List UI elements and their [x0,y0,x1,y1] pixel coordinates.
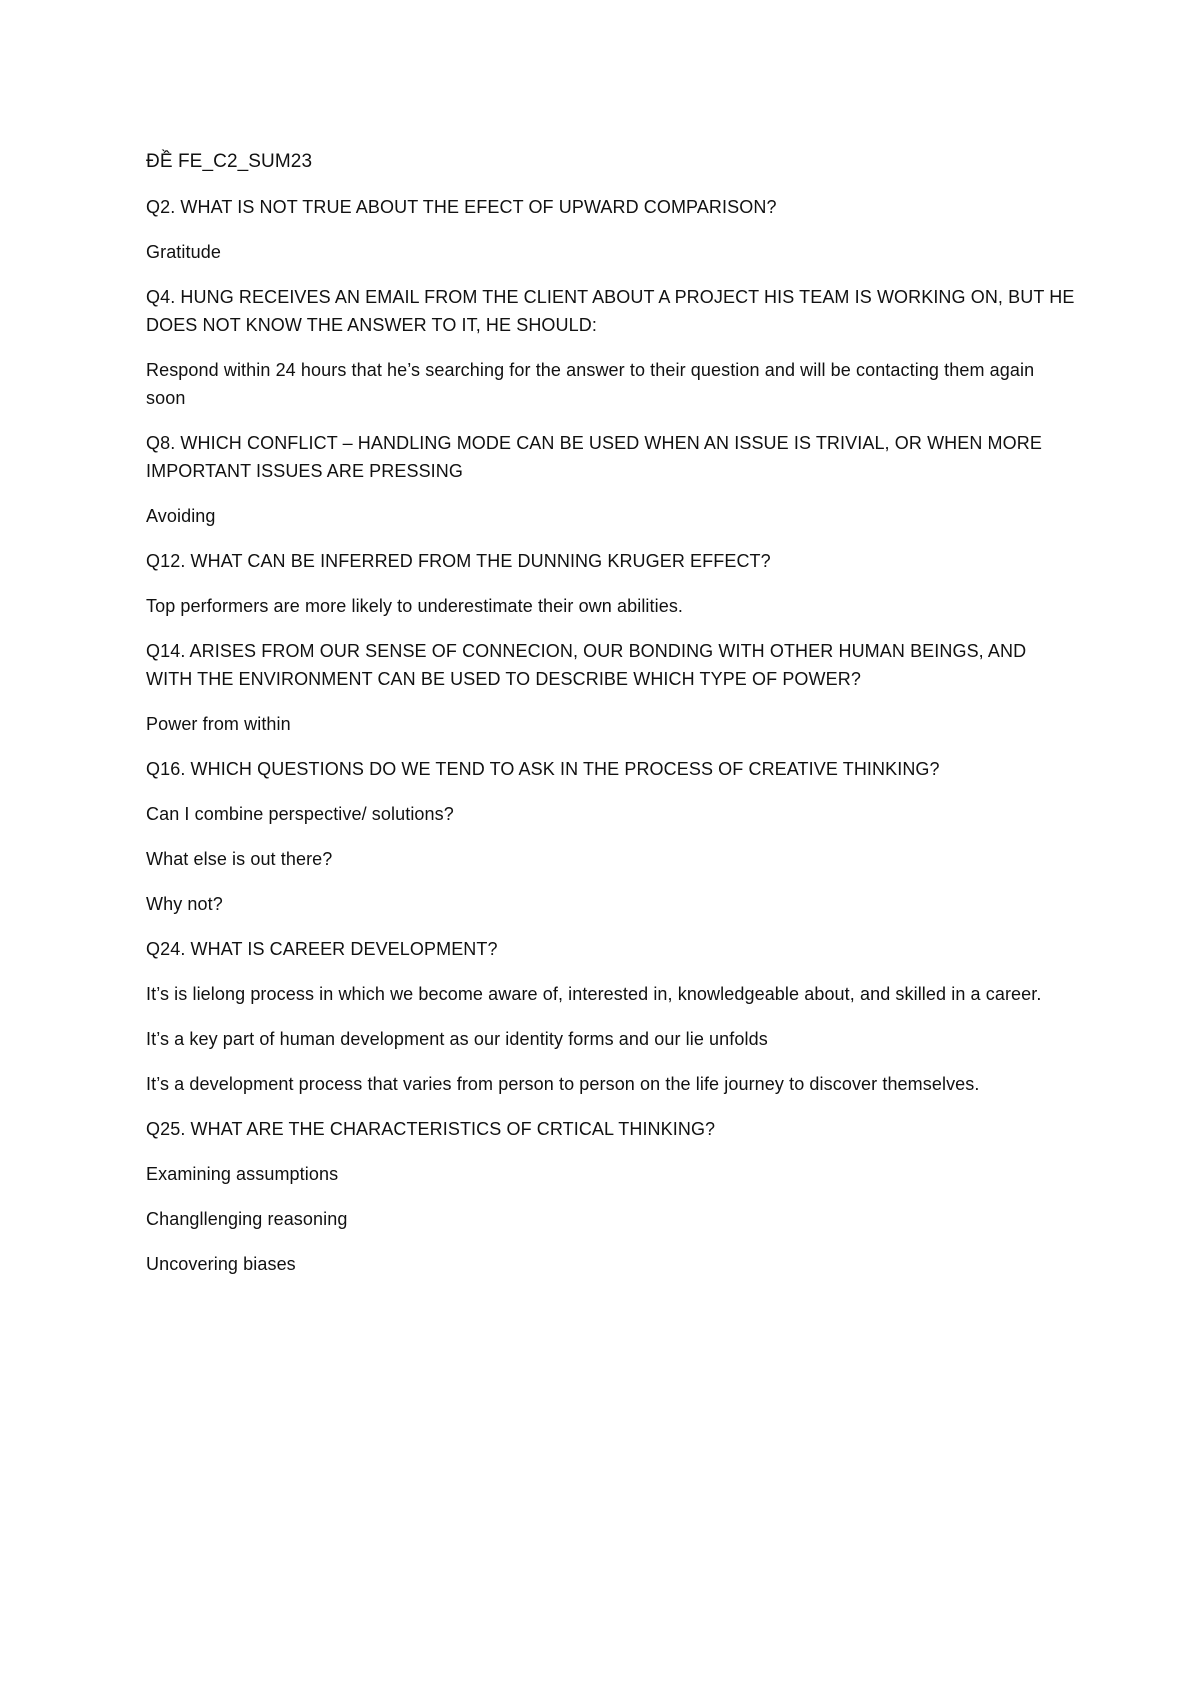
question-q12: Q12. WHAT CAN BE INFERRED FROM THE DUNNING KRUGER EFFECT? [146,551,771,571]
answer-q8: Avoiding [146,506,216,526]
answer-q16-3: Why not? [146,894,223,914]
question-q16: Q16. WHICH QUESTIONS DO WE TEND TO ASK IN THE PROCESS OF CREATIVE THINKING? [146,759,940,779]
answer-q25-3: Uncovering biases [146,1254,296,1274]
document-body [146,148,1076,1295]
document-title: ĐỀ FE_C2_SUM23 [146,151,313,172]
question-q14: Q14. ARISES FROM OUR SENSE OF CONNECION, OUR BONDING WITH OTHER HUMAN BEINGS, AND WITH THE ENVIRONMENT CAN BE USED TO DESCRIBE WHICH TYPE OF POWER? [146,641,1027,689]
question-q4: Q4. HUNG RECEIVES AN EMAIL FROM THE CLIENT ABOUT A PROJECT HIS TEAM IS WORKING ON, BUT HE DOES NOT KNOW THE ANSWER TO IT, HE SHOULD: [146,287,1075,335]
question-q25: Q25. WHAT ARE THE CHARACTERISTICS OF CRTICAL THINKING? [146,1119,716,1139]
answer-q24-3: It’s a development process that varies from person to person on the life journey to discover themselves. [146,1074,980,1094]
answer-q25-1: Examining assumptions [146,1164,339,1184]
question-q2: Q2. WHAT IS NOT TRUE ABOUT THE EFECT OF UPWARD COMPARISON? [146,197,777,217]
answer-q25-2: Changllenging reasoning [146,1209,348,1229]
answer-q24-2: It’s a key part of human development as our identity forms and our lie unfolds [146,1029,768,1049]
question-q8: Q8. WHICH CONFLICT – HANDLING MODE CAN BE USED WHEN AN ISSUE IS TRIVIAL, OR WHEN MORE IMPORTANT ISSUES ARE PRESSING [146,433,1042,481]
question-q24: Q24. WHAT IS CAREER DEVELOPMENT? [146,939,498,959]
answer-q16-1: Can I combine perspective/ solutions? [146,804,454,824]
answer-q4: Respond within 24 hours that he’s searching for the answer to their question and will be contacting them again soon [146,360,1035,408]
answer-q2: Gratitude [146,242,221,262]
answer-q24-1: It’s is lielong process in which we become aware of, interested in, knowledgeable about, and skilled in a career. [146,984,1042,1004]
answer-q14: Power from within [146,714,291,734]
answer-q12: Top performers are more likely to underestimate their own abilities. [146,596,684,616]
answer-q16-2: What else is out there? [146,849,333,869]
